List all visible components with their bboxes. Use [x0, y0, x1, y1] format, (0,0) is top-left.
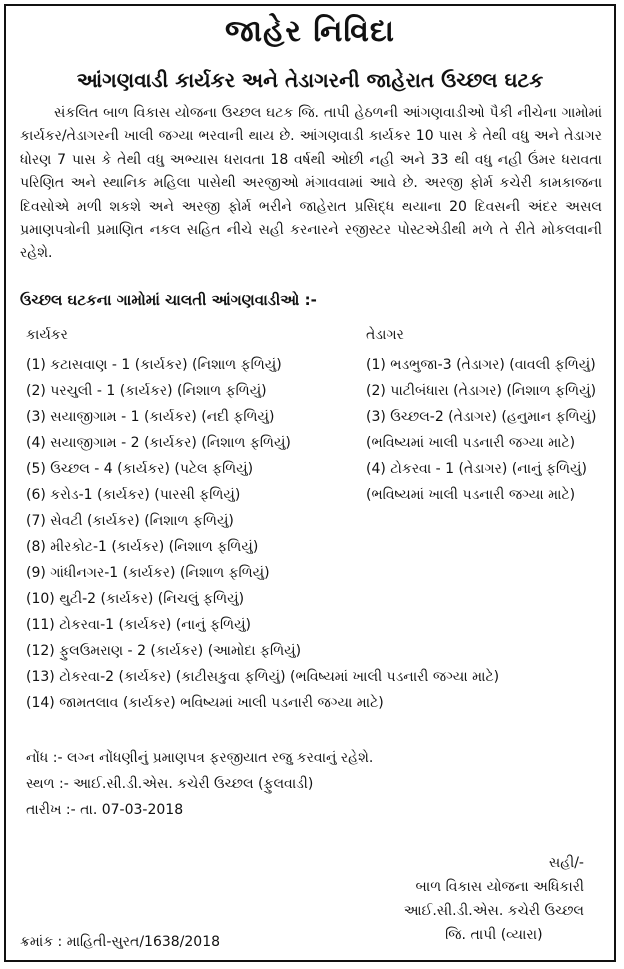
- signatory-office: આઈ.સી.ડી.એસ. કચેરી ઉચ્છલ: [403, 903, 584, 919]
- list-item: (1) કટાસવાણ - 1 (કાર્યકર) (નિશાળ ફળિયું): [26, 357, 282, 373]
- list-item: (11) ટોકરવા-1 (કાર્યકર) (નાનું ફળિયું): [26, 617, 252, 633]
- list-item: (ભવિષ્યમાં ખાલી પડનારી જગ્યા માટે): [366, 435, 576, 451]
- helper-column: [366, 324, 616, 508]
- section-heading: ઉચ્છલ ઘટકના ગામોમાં ચાલતી આંગણવાડીઓ :-: [20, 291, 317, 309]
- list-item: (12) ફુલઉમરાણ - 2 (કાર્યકર) (આમોદા ફળિયું): [26, 643, 302, 659]
- list-item: (6) કરોડ-1 (કાર્યકર) (પારસી ફળિયું): [26, 487, 241, 503]
- list-item: (13) ટોકરવા-2 (કાર્યકર) (કાટીસકુવા ફળિયું) (ભવિષ્યમાં ખાલી પડનારી જગ્યા માટે): [26, 669, 500, 685]
- signed-mark: સહી/-: [548, 855, 584, 871]
- notice-frame: [4, 4, 616, 962]
- list-item: (ભવિષ્યમાં ખાલી પડનારી જગ્યા માટે): [366, 487, 576, 503]
- signatory-designation: બાળ વિકાસ યોજના અધિકારી: [415, 879, 584, 895]
- place-line: સ્થળ :- આઈ.સી.ડી.એસ. કચેરી ઉચ્છલ (ફુલવાડી): [26, 776, 314, 792]
- notice-title: જાહેર નિવિદા: [224, 14, 396, 49]
- helper-column-heading: તેડાગર: [366, 327, 404, 343]
- note-line: નોંધ :- લગ્ન નોંધણીનું પ્રમાણપત્ર ફરજીયાત રજુ કરવાનું રહેશે.: [26, 750, 374, 766]
- notice-subtitle: આંગણવાડી કાર્યકર અને તેડાગરની જાહેરાત ઉચ્છલ ઘટક: [76, 68, 544, 92]
- reference-number: ક્રમાંક : માહિતી-સુરત/1638/2018: [20, 934, 221, 950]
- list-item: (14) જામતલાવ (કાર્યકર) ભવિષ્યમાં ખાલી પડનારી જગ્યા માટે): [26, 695, 384, 711]
- date-line: તારીખ :- તા. 07-03-2018: [26, 802, 184, 818]
- list-item: (7) સેવટી (કાર્યકર) (નિશાળ ફળિયું): [26, 513, 234, 529]
- list-item: (3) સયાજીગામ - 1 (કાર્યકર) (નદી ફળિયું): [26, 409, 275, 425]
- list-item: (10) થુટી-2 (કાર્યકર) (નિચલું ફળિયું): [26, 591, 245, 607]
- list-item: (4) સયાજીગામ - 2 (કાર્યકર) (નિશાળ ફળિયું): [26, 435, 291, 451]
- notice-body: સંકલિત બાળ વિકાસ યોજના ઉચ્છલ ઘટક જિ. તાપી હેઠળની આંગણવાડીઓ પૈકી નીચેના ગામોમાં કાર્યકર/તેડાગરની ખાલી જગ્યા ભરવાની થાય છે. આંગણવાડી કાર્યકર 10 પાસ કે તેથી વધુ અને તેડાગર ધોરણ 7 પાસ કે તેથી વધુ અભ્યાસ ધરાવતા 18 વર્ષથી ઓછી નહી અને 33 થી વધુ નહી ઉંમર ધરાવતા પરિણિત અને સ્થાનિક મહિલા પાસેથી અરજીઓ મંગાવવામાં આવે છે. અરજી ફોર્મ કચેરી કામકાજના દિવસોએ મળી શકશે અને અરજી ફોર્મ ભરીને જાહેરાત પ્રસિદ્ધ થયાના 20 દિવસની અંદર અસલ પ્રમાણપત્રોની પ્રમાણિત નકલ સહિત નીચે સહી કરનારને રજીસ્ટર પોસ્ટએડીથી મળે તે રીતે મોકલવાની રહેશે.: [20, 105, 602, 262]
- list-item: (1) ભડભુજા-3 (તેડાગર) (વાવલી ફળિયું): [366, 357, 596, 373]
- worker-column-heading: કાર્યકર: [26, 327, 68, 343]
- notes-block: [26, 745, 373, 823]
- list-item: (5) ઉચ્છલ - 4 (કાર્યકર) (પટેલ ફળિયું): [26, 461, 254, 477]
- list-item: (3) ઉચ્છલ-2 (તેડાગર) (હનુમાન ફળિયું): [366, 409, 597, 425]
- list-item: (9) ગાંધીનગર-1 (કાર્યકર) (નિશાળ ફળિયું): [26, 565, 270, 581]
- list-item: (2) પરચુલી - 1 (કાર્યકર) (નિશાળ ફળિયું): [26, 383, 267, 399]
- signature-block: [404, 851, 584, 947]
- list-item: (8) મીરકોટ-1 (કાર્યકર) (નિશાળ ફળિયું): [26, 539, 259, 555]
- list-item: (2) પાટીબંધારા (તેડાગર) (નિશાળ ફળિયું): [366, 383, 597, 399]
- signatory-district: જિ. તાપી (વ્યારા): [445, 927, 543, 943]
- list-item: (4) ટોકરવા - 1 (તેડાગર) (નાનું ફળિયું): [366, 461, 587, 477]
